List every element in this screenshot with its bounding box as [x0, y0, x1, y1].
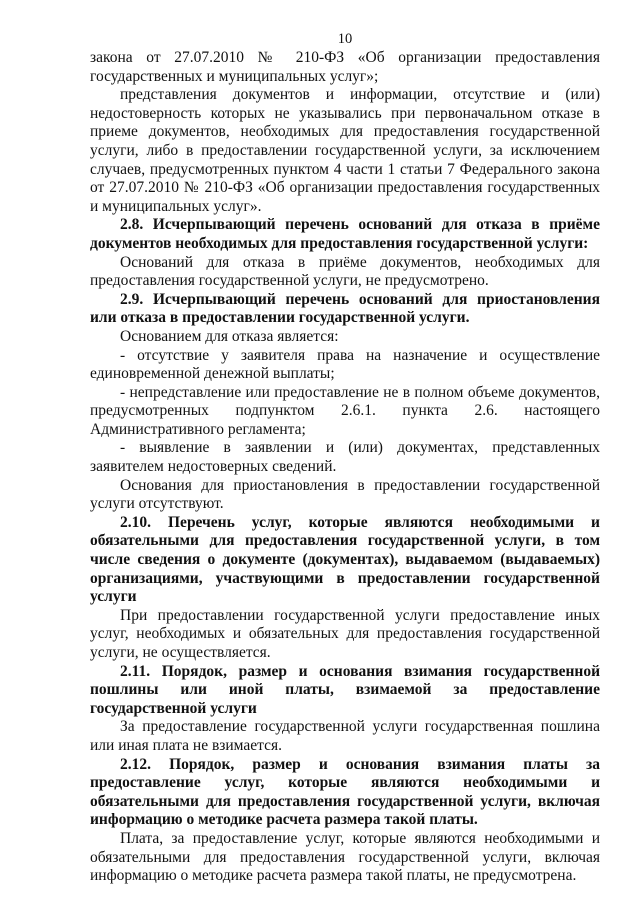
page-number: 10 [337, 31, 353, 47]
section-heading: 2.11. Порядок, размер и основания взимания государственной пошлины или иной платы, взимаемой за предоставление государственной услуги [90, 662, 600, 717]
paragraph: представления документов и информации, отсутствие и (или) недостоверность которых не указывались при первоначальном отказе в приеме документов, необходимых для предоставления государственной услуги, либо в предоставлении государственной услуги, за исключением случаев, предусмотренных пунктом 4 части 1 статьи 7 Федерального закона от 27.07.2010 № 210-ФЗ «Об организации предоставления государственных и муниципальных услуг». [90, 86, 600, 215]
paragraph: - выявление в заявлении и (или) документах, представленных заявителем недостоверных сведений. [90, 439, 600, 476]
section-heading: 2.9. Исчерпывающий перечень оснований для приостановления или отказа в предоставлении государственной услуги. [90, 290, 600, 327]
paragraph: - отсутствие у заявителя права на назначение и осуществление единовременной денежной выплаты; [90, 346, 600, 383]
paragraph: Плата, за предоставление услуг, которые являются необходимыми и обязательными для предоставления государственной услуги, включая информацию о методике расчета размера такой платы, не предусмотрена. [90, 829, 600, 885]
section-heading: 2.10. Перечень услуг, которые являются необходимыми и обязательными для предоставления государственной услуги, в том числе сведения о документе (документах), выдаваемом (выдаваемых) организациями, участвующими в предоставлении государственной услуги [90, 513, 600, 606]
paragraph: За предоставление государственной услуги государственная пошлина или иная плата не взимается. [90, 718, 600, 754]
section-heading: 2.12. Порядок, размер и основания взимания платы за предоставление услуг, которые являются необходимыми и обязательными для предоставления государственной услуги, включая информацию о методике расчета размера такой платы. [90, 755, 600, 829]
paragraph: - непредставление или предоставление не в полном объеме документов, предусмотренных подпунктом 2.6.1. пункта 2.6. настоящего Административного регламента; [90, 383, 600, 438]
paragraph: Основанием для отказа является: [120, 327, 339, 345]
document-page [90, 0, 600, 905]
paragraph: закона от 27.07.2010 № 210-ФЗ «Об организации предоставления государственных и муниципальных услуг»; [90, 49, 600, 85]
paragraph: При предоставлении государственной услуги предоставление иных услуг, необходимых и обязательных для предоставления государственной услуги, не осуществляется. [90, 606, 600, 661]
document-body [90, 49, 600, 886]
section-heading: 2.8. Исчерпывающий перечень оснований для отказа в приёме документов необходимых для предоставления государственной услуги: [90, 216, 600, 252]
paragraph: Оснований для отказа в приёме документов, необходимых для предоставления государственной услуги, не предусмотрено. [90, 253, 600, 290]
paragraph: Основания для приостановления в предоставлении государственной услуги отсутствуют. [90, 476, 600, 513]
